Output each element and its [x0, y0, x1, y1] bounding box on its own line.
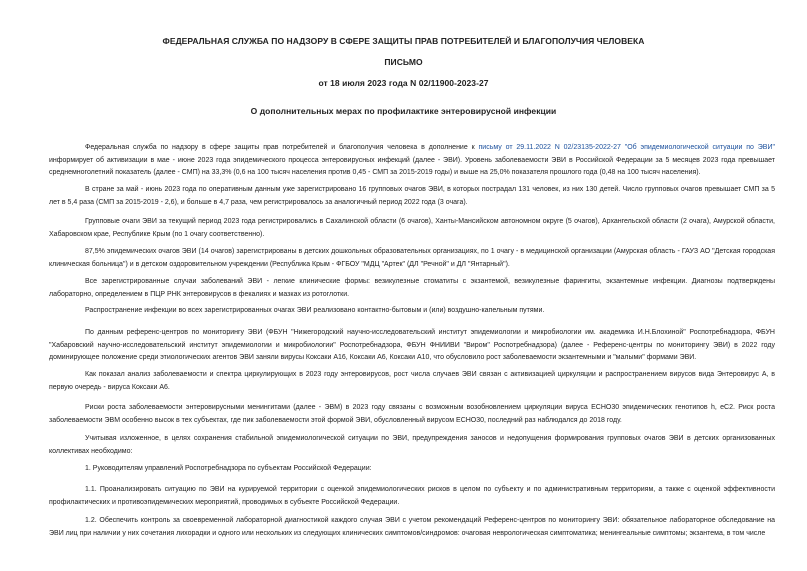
paragraph-10: Учитывая изложенное, в целях сохранения стабильной эпидемиологической ситуации по ЭВИ, предупреждения заносов и недопущения формирования групповых очагов ЭВИ в детских организованных коллективах необходимо:: [49, 435, 775, 455]
document-title: О дополнительных мерах по профилактике энтеровирусной инфекции: [250, 106, 557, 116]
paragraph-1-text-start: Федеральная служба по надзору в сфере защиты прав потребителей и благополучия человека в дополнение к: [85, 144, 479, 151]
issuing-authority: ФЕДЕРАЛЬНАЯ СЛУЖБА ПО НАДЗОРУ В СФЕРЕ ЗАЩИТЫ ПРАВ ПОТРЕБИТЕЛЕЙ И БЛАГОПОЛУЧИЯ ЧЕЛОВЕКА: [162, 36, 645, 46]
referenced-letter-link[interactable]: письму от 29.11.2022 N 02/23135-2022-27 "Об эпидемиологической ситуации по ЭВИ": [478, 144, 775, 151]
paragraph-1-text-end: информирует об активизации в мае - июне 2023 года эпидемического процесса энтеровирусных инфекций (далее - ЭВИ). Уровень заболеваемости ЭВИ в Российской Федерации за 5 месяцев 2023 года превышает среднемноголетний показатель (далее - СМП) на 33,3% (0,6 на 100 тысяч населения против 0,45 - СМП за 2015-2019 годы) и выше на 25,0% показателя прошлого года (0,48 на 100 тысяч населения).: [49, 156, 775, 176]
paragraph-13: 1.2. Обеспечить контроль за своевременной лабораторной диагностикой каждого случая ЭВИ с учетом рекомендаций Референс-центров по мониторингу ЭВИ: обязательное лабораторное обследование на ЭВИ лиц при наличии у них сочетания лихорадки и одного или нескольких из следующих клинических симптомов/синдромов: очаговая неврологическая симптоматика; менингеальные симптомы; экзантема, в том числе: [49, 517, 775, 537]
paragraph-5: Все зарегистрированные случаи заболеваний ЭВИ - легкие клинические формы: везикулезные стоматиты с экзантемой, везикулезные фарингиты, экзантемные инфекции. Диагнозы подтверждены лабораторно, определением в ПЦР РНК энтеровирусов в фекалиях и мазках из ротоглотки.: [49, 278, 775, 298]
paragraph-8: Как показал анализ заболеваемости и спектра циркулирующих в 2023 году энтеровирусов, рост числа случаев ЭВИ связан с активизацией циркуляции и распространением вирусов вида Энтеровирус А, в первую очередь - вируса Коксаки А6.: [49, 371, 775, 391]
document-type: ПИСЬМО: [384, 57, 423, 67]
paragraph-4: 87,5% эпидемических очагов ЭВИ (14 очагов) зарегистрированы в детских дошкольных образовательных организациях, по 1 очагу - в медицинской организации (Амурская область - ГАУЗ АО "Детская городская клиническая больница") и в детском оздоровительном учреждении (Республика Крым - ФГБОУ "МДЦ "Артек" (ДЛ "Речной" и ДЛ "Янтарный").: [49, 248, 775, 268]
paragraph-9: Риски роста заболеваемости энтеровирусными менингитами (далее - ЭВМ) в 2023 году связаны с возможным возобновлением циркуляции вируса ECHO30 эпидемических генотипов h, eC2. Риск роста заболеваемости ЭВМ особенно высок в тех субъектах, где пик заболеваемости этой формой ЭВИ, обусловленный вирусом ECHO30, последний раз наблюдался до 2018 году.: [49, 404, 775, 424]
paragraph-1: [49, 142, 775, 180]
paragraph-11: 1. Руководителям управлений Роспотребнадзора по субъектам Российской Федерации:: [85, 465, 372, 472]
paragraph-2: В стране за май - июнь 2023 года по оперативным данным уже зарегистрировано 16 групповых очагов ЭВИ, в которых пострадал 131 человек, из них 130 детей. Число групповых очагов превышает СМП за 5 лет в 5,4 раза (СМП за 2015-2019 - 2,6), и больше в 4,7 раза, чем регистрировалось за аналогичный период 2022 года (3 очага).: [49, 186, 775, 206]
paragraph-12: 1.1. Проанализировать ситуацию по ЭВИ на курируемой территории с оценкой эпидемиологических рисков в целом по субъекту и по административным территориям, а также с оценкой эффективности профилактических и противоэпидемических мероприятий, проводимых в субъекте Российской Федерации.: [49, 486, 775, 506]
paragraph-6: Распространение инфекции во всех зарегистрированных очагах ЭВИ реализовано контактно-бытовым и (или) воздушно-капельным путями.: [85, 307, 545, 314]
paragraph-3: Групповые очаги ЭВИ за текущий период 2023 года регистрировались в Сахалинской области (6 очагов), Ханты-Мансийском автономном округе (5 очагов), Архангельской области (2 очага), Амурской области, Хабаровском крае, Республике Крым (по 1 очагу соответственно).: [49, 218, 775, 238]
document-date-number: от 18 июля 2023 года N 02/11900-2023-27: [318, 78, 489, 88]
paragraph-7: По данным референс-центров по мониторингу ЭВИ (ФБУН "Нижегородский научно-исследовательский институт эпидемиологии и микробиологии им. академика И.Н.Блохиной" Роспотребнадзора, ФБУН "Хабаровский научно-исследовательский институт эпидемиологии и микробиологии" Роспотребнадзора, ФБУН ФНИИВИ "Виром" Роспотребнадзора) (далее - Референс-центры по мониторингу ЭВИ) в 2022 году доминирующее положение среди этиологических агентов ЭВИ заняли вирусы Коксаки А16, Коксаки А6, Коксаки А10, что обусловило рост заболеваемости экзантемными и "малыми" формами ЭВИ.: [49, 329, 775, 361]
